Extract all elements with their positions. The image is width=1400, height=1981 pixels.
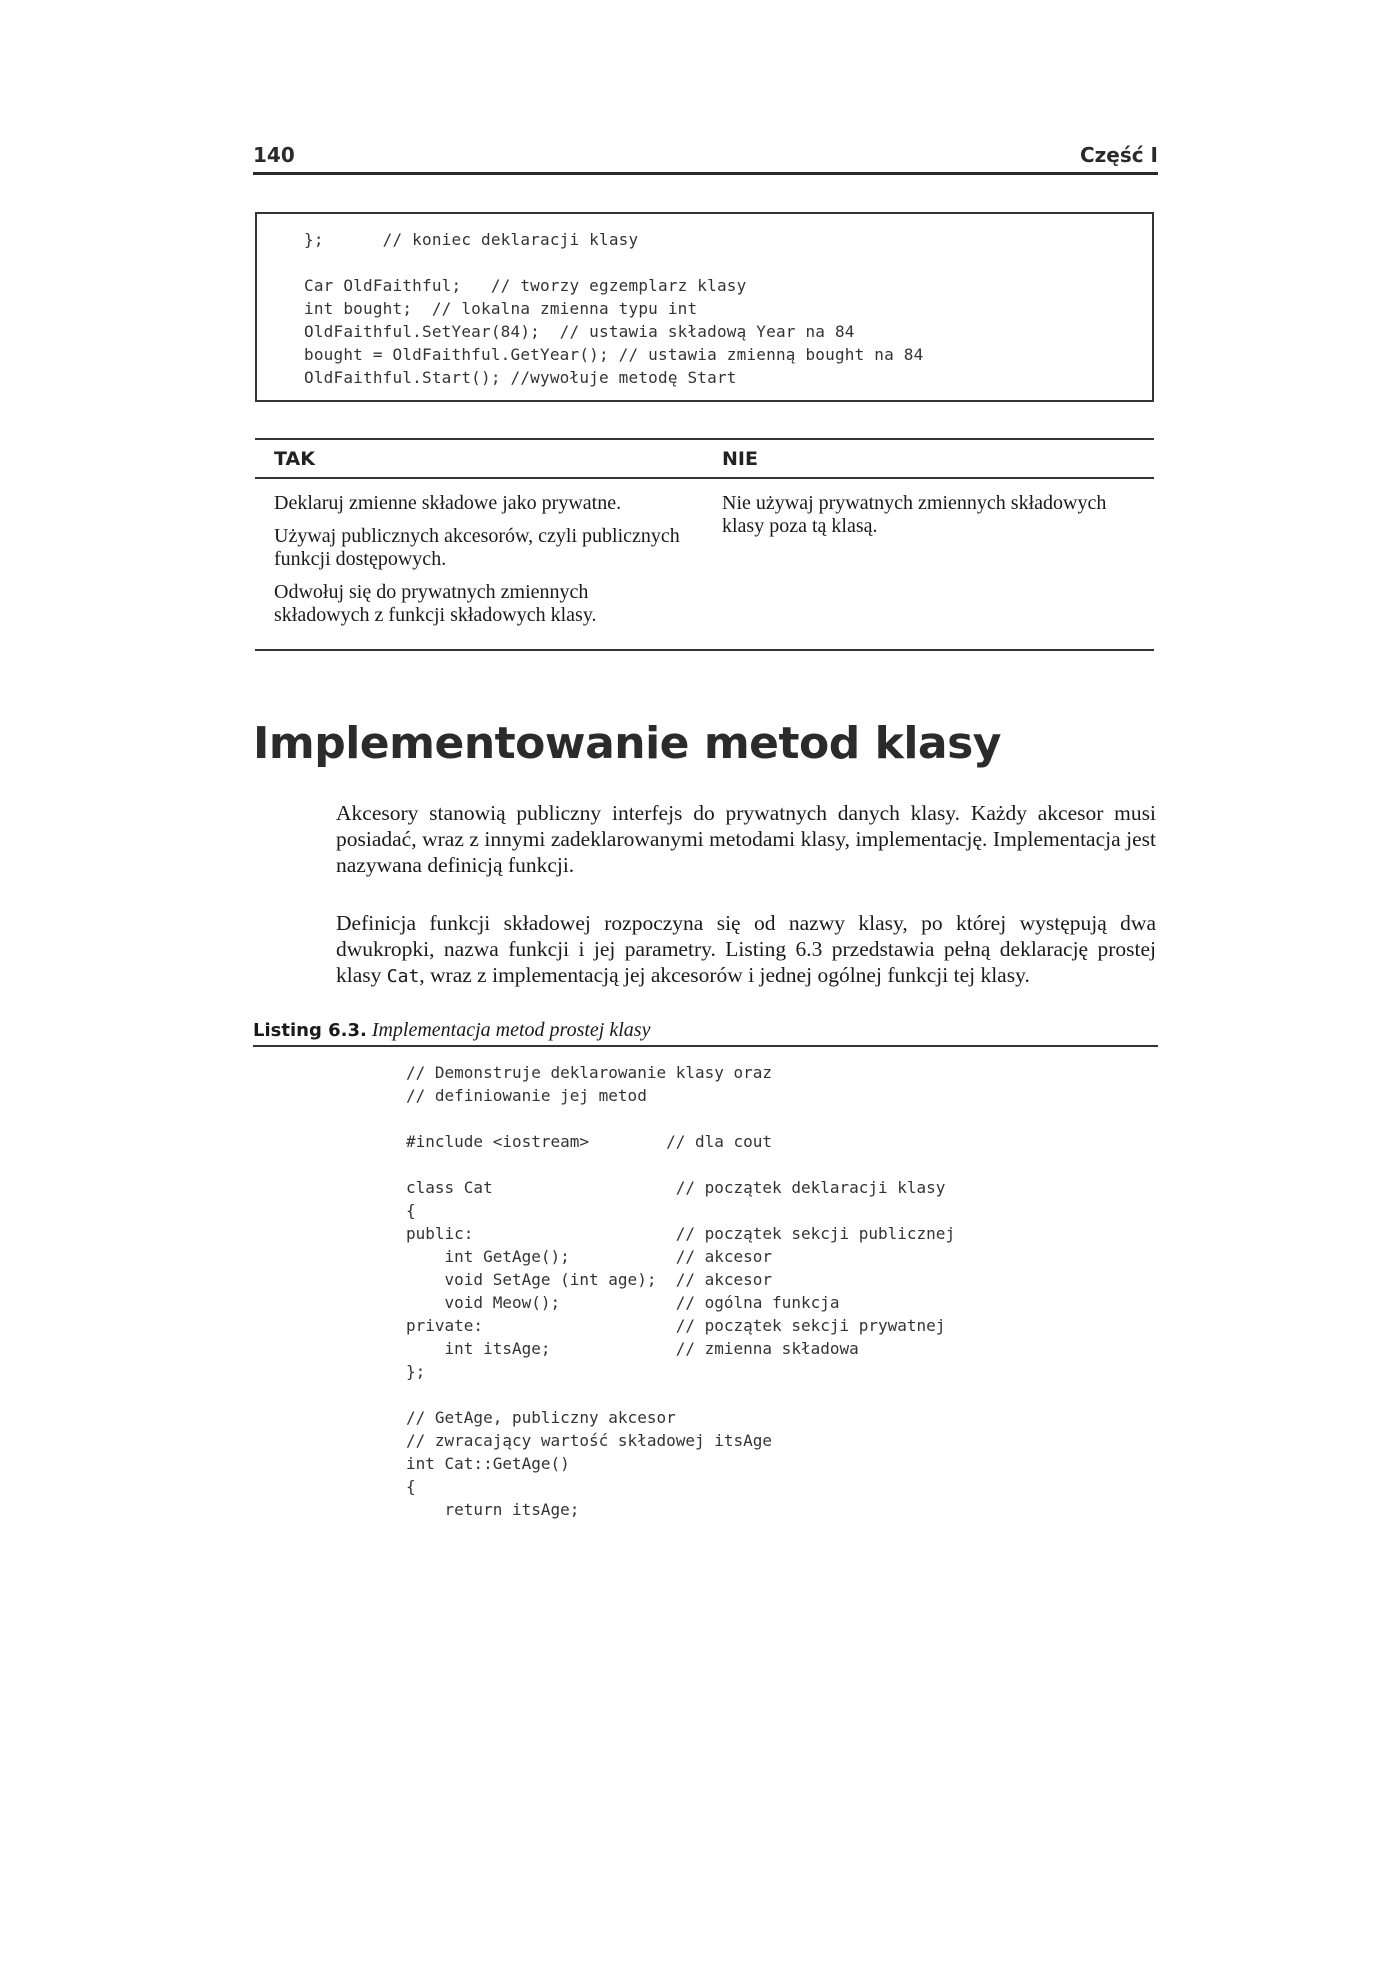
code-box bbox=[255, 212, 1154, 402]
inline-code: Cat bbox=[386, 966, 420, 987]
line-code: int GetAge(); // akcesor bbox=[406, 1247, 773, 1266]
line-code: private: // początek sekcji prywatnej bbox=[406, 1316, 946, 1335]
tak-item: Odwołuj się do prywatnych zmiennych składowych z funkcji składowych klasy. bbox=[274, 581, 597, 626]
listing-title: Implementacja metod prostej klasy bbox=[371, 1019, 651, 1041]
tak-item: Deklaruj zmienne składowe jako prywatne. bbox=[274, 492, 622, 514]
line-code: // zwracający wartość składowej itsAge bbox=[406, 1431, 773, 1450]
body-paragraph bbox=[336, 910, 1156, 990]
line-code: { bbox=[406, 1477, 416, 1496]
line-code: class Cat // początek deklaracji klasy bbox=[406, 1178, 946, 1197]
tak-column bbox=[274, 492, 684, 637]
line-code: public: // początek sekcji publicznej bbox=[406, 1224, 956, 1243]
paragraph-text: , wraz z implementacją jej akcesorów i jednej ogólnej funkcji tej klasy. bbox=[419, 963, 1030, 987]
line-code: return itsAge; bbox=[406, 1500, 580, 1519]
part-name: Część I bbox=[1079, 143, 1158, 167]
nie-header: NIE bbox=[722, 448, 758, 470]
listing-label: Listing 6.3. bbox=[253, 1020, 367, 1041]
code-box-line: OldFaithful.Start(); //wywołuje metodę Start bbox=[304, 368, 737, 387]
paragraph-text: Definicja funkcji składowej rozpoczyna się od nazwy klasy, po której występują dwa dwukropki, nazwa funkcji i jej parametry. Listing 6.3 przedstawia pełną deklarację prostej klasy bbox=[336, 911, 1156, 987]
dodont-bottom-rule bbox=[255, 649, 1154, 651]
code-box-line: OldFaithful.SetYear(84); // ustawia składową Year na 84 bbox=[304, 322, 855, 341]
dodont-top-rule bbox=[255, 438, 1154, 440]
tak-item: Używaj publicznych akcesorów, czyli publicznych funkcji dostępowych. bbox=[274, 525, 680, 570]
code-box-line: int bought; // lokalna zmienna typu int bbox=[304, 299, 698, 318]
line-code: // Demonstruje deklarowanie klasy oraz bbox=[406, 1063, 773, 1082]
section-title: Implementowanie metod klasy bbox=[253, 718, 1001, 769]
nie-item: Nie używaj prywatnych zmiennych składowych klasy poza tą klasą. bbox=[722, 492, 1107, 537]
nie-column bbox=[722, 492, 1142, 548]
code-box-line: bought = OldFaithful.GetYear(); // ustawia zmienną bought na 84 bbox=[304, 345, 924, 364]
code-box-line: Car OldFaithful; // tworzy egzemplarz klasy bbox=[304, 276, 747, 295]
line-code: // definiowanie jej metod bbox=[406, 1086, 647, 1105]
body-paragraph: Akcesory stanowią publiczny interfejs do prywatnych danych klasy. Każdy akcesor musi posiadać, wraz z innymi zadeklarowanymi metodami klasy, implementację. Implementacja jest nazywana definicją funkcji. bbox=[336, 801, 1156, 877]
line-code: }; bbox=[406, 1362, 426, 1381]
listing-rule bbox=[253, 1045, 1158, 1047]
line-code: { bbox=[406, 1201, 416, 1220]
code-box-line: }; // koniec deklaracji klasy bbox=[304, 230, 639, 249]
line-code: #include <iostream> // dla cout bbox=[406, 1132, 773, 1151]
line-code: void SetAge (int age); // akcesor bbox=[406, 1270, 773, 1289]
line-code: int Cat::GetAge() bbox=[406, 1454, 570, 1473]
line-code: int itsAge; // zmienna składowa bbox=[406, 1339, 859, 1358]
header-rule bbox=[253, 172, 1158, 175]
line-code: void Meow(); // ogólna funkcja bbox=[406, 1293, 840, 1312]
page-number: 140 bbox=[253, 143, 295, 167]
line-code: // GetAge, publiczny akcesor bbox=[406, 1408, 676, 1427]
dodont-mid-rule bbox=[255, 477, 1154, 479]
tak-header: TAK bbox=[274, 448, 315, 470]
listing-caption bbox=[253, 1019, 650, 1042]
